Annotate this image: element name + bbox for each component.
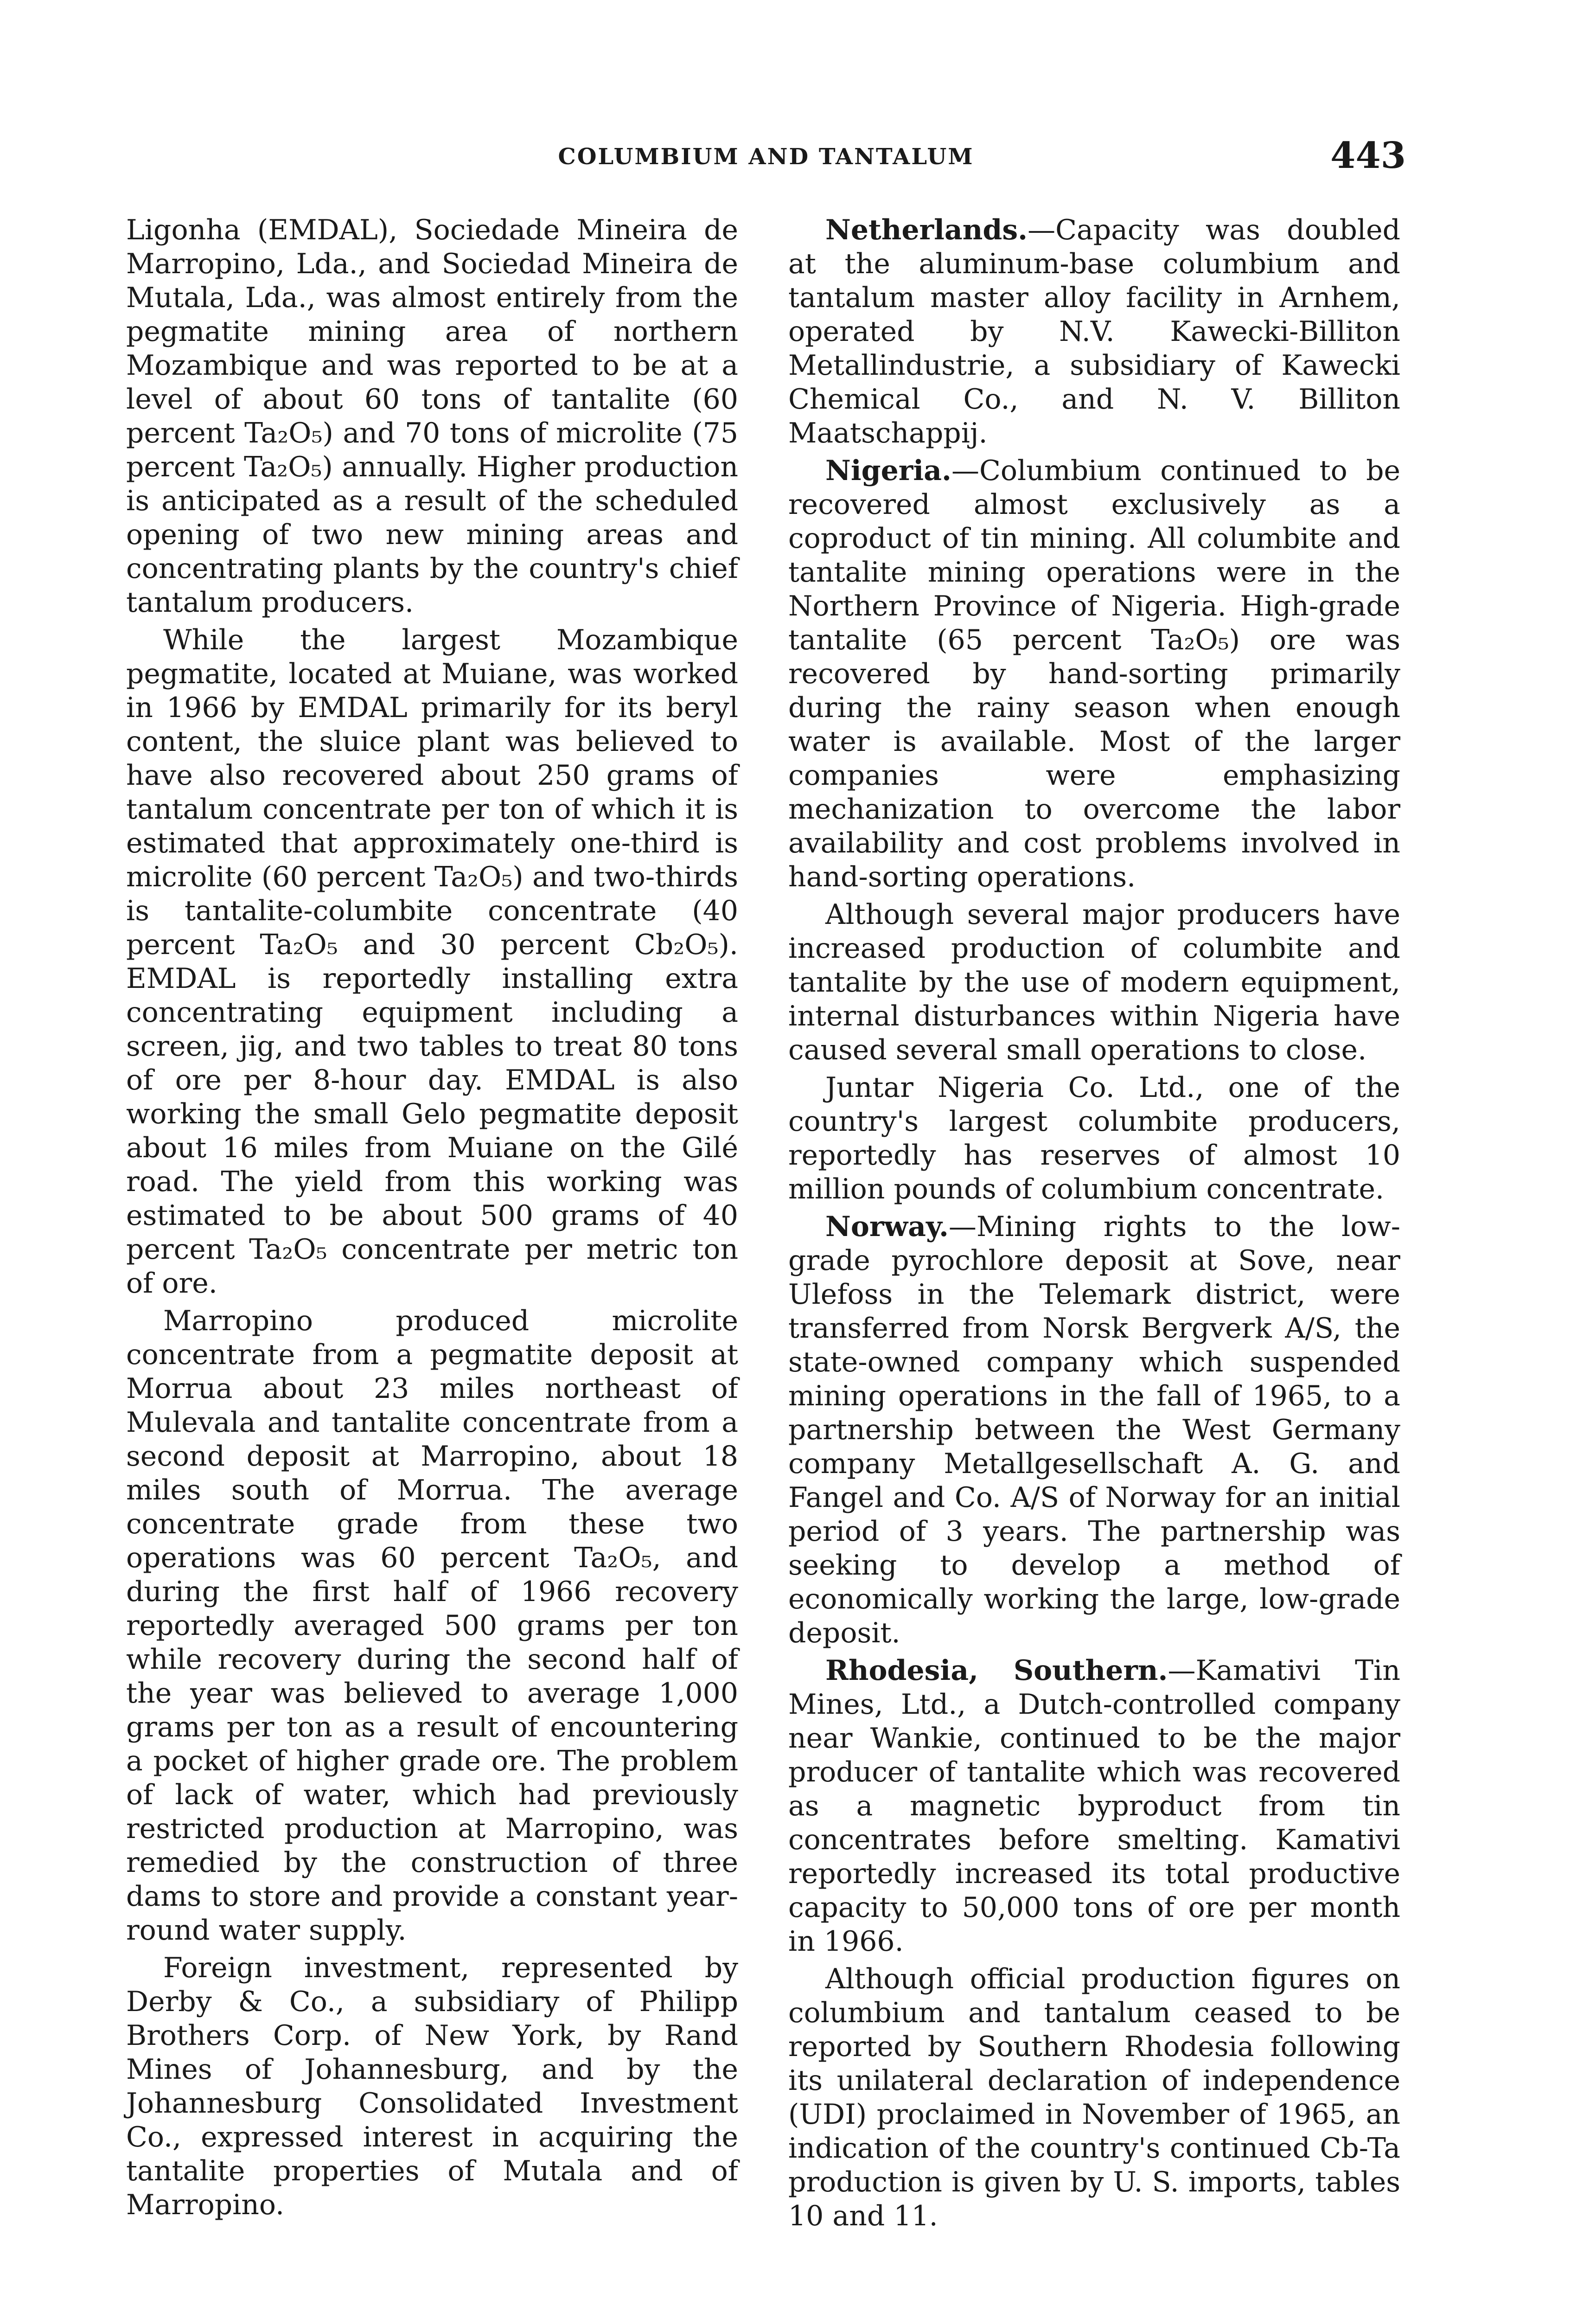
right-column <box>788 213 1400 2237</box>
section-text: —Columbium continued to be recovered almost exclusively as a coproduct of tin mining. All columbite and tantalite mining operations were in the Northern Province of Nigeria. High-grade tantalite (65 percent Ta₂O₅) ore was recovered by hand-sorting primarily during the rainy season when enough water is available. Most of the larger companies were emphasizing mechanization to overcome the labor availability and cost problems involved in hand-sorting operations. <box>788 455 1400 893</box>
left-column <box>126 213 738 2226</box>
section-rhodesia <box>788 1654 1400 1959</box>
country-heading: Netherlands. <box>825 214 1028 246</box>
section-netherlands <box>788 213 1400 450</box>
paragraph: Ligonha (EMDAL), Sociedade Mineira de Marropino, Lda., and Sociedad Mineira de Mutala, Lda., was almost entirely from the pegmatite mining area of northern Mozambique and was reported to be at a level of about 60 tons of tantalite (60 percent Ta₂O₅) and 70 tons of microlite (75 percent Ta₂O₅) annually. Higher production is anticipated as a result of the scheduled opening of two new mining areas and concentrating plants by the country's chief tantalum producers. <box>126 214 738 619</box>
section-text: —Capacity was doubled at the aluminum-base columbium and tantalum master alloy facility in Arnhem, operated by N.V. Kawecki-Billiton Metallindustrie, a subsidiary of Kawecki Chemical Co., and N. V. Billiton Maatschappij. <box>788 214 1400 449</box>
section-norway <box>788 1210 1400 1650</box>
paragraph: Foreign investment, represented by Derby & Co., a subsidiary of Philipp Brothers Corp. of New York, by Rand Mines of Johannesburg, and by the Johannesburg Consolidated Investment Co., expressed interest in acquiring the tantalite properties of Mutala and of Marropino. <box>126 1952 738 2221</box>
paragraph: Although official production figures on columbium and tantalum ceased to be reported by Southern Rhodesia following its unilateral declaration of independence (UDI) proclaimed in November of 1965, an indication of the country's continued Cb-Ta production is given by U. S. imports, tables 10 and 11. <box>788 1963 1400 2232</box>
running-head: COLUMBIUM AND TANTALUM <box>558 144 974 170</box>
section-text: —Kamativi Tin Mines, Ltd., a Dutch-controlled company near Wankie, continued to be the major producer of tantalite which was recovered as a magnetic byproduct from tin concentrates before smelting. Kamativi reportedly increased its total productive capacity to 50,000 tons of ore per month in 1966. <box>788 1654 1401 1958</box>
paragraph: Juntar Nigeria Co. Ltd., one of the country's largest columbite producers, reportedly has reserves of almost 10 million pounds of columbium concentrate. <box>788 1071 1400 1205</box>
country-heading: Norway. <box>825 1211 949 1243</box>
country-heading: Nigeria. <box>825 455 951 487</box>
paragraph: Marropino produced microlite concentrate from a pegmatite deposit at Morrua about 23 miles northeast of Mulevala and tantalite concentrate from a second deposit at Marropino, about 18 miles south of Morrua. The average concentrate grade from these two operations was 60 percent Ta₂O₅, and during the first half of 1966 recovery reportedly averaged 500 grams per ton while recovery during the second half of the year was believed to average 1,000 grams per ton as a result of encountering a pocket of higher grade ore. The problem of lack of water, which had previously restricted production at Marropino, was remedied by the construction of three dams to store and provide a constant year-round water supply. <box>126 1305 738 1947</box>
section-text: —Mining rights to the low-grade pyrochlore deposit at Sove, near Ulefoss in the Telemark district, were transferred from Norsk Bergverk A/S, the state-owned company which suspended mining operations in the fall of 1965, to a partnership between the West Germany company Metallgesellschaft A. G. and Fangel and Co. A/S of Norway for an initial period of 3 years. The partnership was seeking to develop a method of economically working the large, low-grade deposit. <box>788 1211 1400 1649</box>
country-heading: Rhodesia, Southern. <box>825 1654 1168 1687</box>
page-number: 443 <box>1330 135 1406 177</box>
section-nigeria <box>788 454 1400 894</box>
paragraph: Although several major producers have increased production of columbite and tantalite by the use of modern equipment, internal disturbances within Nigeria have caused several small operations to close. <box>788 898 1400 1066</box>
page-header <box>126 135 1406 190</box>
paragraph: While the largest Mozambique pegmatite, located at Muiane, was worked in 1966 by EMDAL primarily for its beryl content, the sluice plant was believed to have also recovered about 250 grams of tantalum concentrate per ton of which it is estimated that approximately one-third is microlite (60 percent Ta₂O₅) and two-thirds is tantalite-columbite concentrate (40 percent Ta₂O₅ and 30 percent Cb₂O₅). EMDAL is reportedly installing extra concentrating equipment including a screen, jig, and two tables to treat 80 tons of ore per 8-hour day. EMDAL is also working the small Gelo pegmatite deposit about 16 miles from Muiane on the Gilé road. The yield from this working was estimated to be about 500 grams of 40 percent Ta₂O₅ concentrate per metric ton of ore. <box>126 624 738 1300</box>
